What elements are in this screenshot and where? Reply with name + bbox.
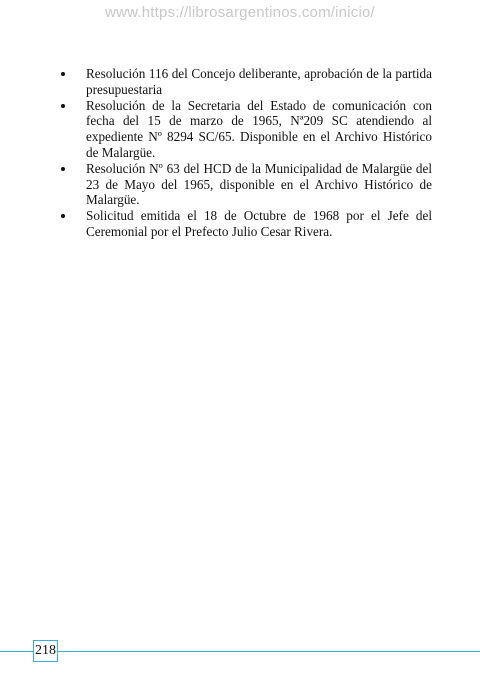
- bullet-icon: [61, 104, 65, 108]
- reference-list: [58, 66, 432, 240]
- list-item: [58, 66, 432, 98]
- footer-rule-left: [0, 651, 33, 652]
- bullet-icon: [61, 167, 65, 171]
- list-item-text: Resolución de la Secretaria del Estado de comunicación con fecha del 15 de marzo de 1965, Nª209 SC atendiendo al expediente Nº 8294 SC/65. Disponible en el Archivo Histórico de Malargüe.: [86, 97, 432, 160]
- list-item-text: Solicitud emitida el 18 de Octubre de 1968 por el Jefe del Ceremonial por el Prefecto Julio Cesar Rivera.: [86, 208, 432, 239]
- list-item-text: Resolución Nº 63 del HCD de la Municipalidad de Malargüe del 23 de Mayo del 1965, disponible en el Archivo Histórico de Malargüe.: [86, 160, 432, 208]
- footer-rule-right: [58, 651, 480, 652]
- list-item: [58, 98, 432, 161]
- list-item-text: Resolución 116 del Concejo deliberante, aprobación de la partida presupuestaria: [86, 66, 432, 97]
- bullet-icon: [61, 72, 65, 76]
- watermark-url: www.https://librosargentinos.com/inicio/: [105, 4, 375, 21]
- list-item: [58, 208, 432, 240]
- list-item: [58, 161, 432, 208]
- page-number: 218: [33, 640, 58, 662]
- bullet-icon: [61, 214, 65, 218]
